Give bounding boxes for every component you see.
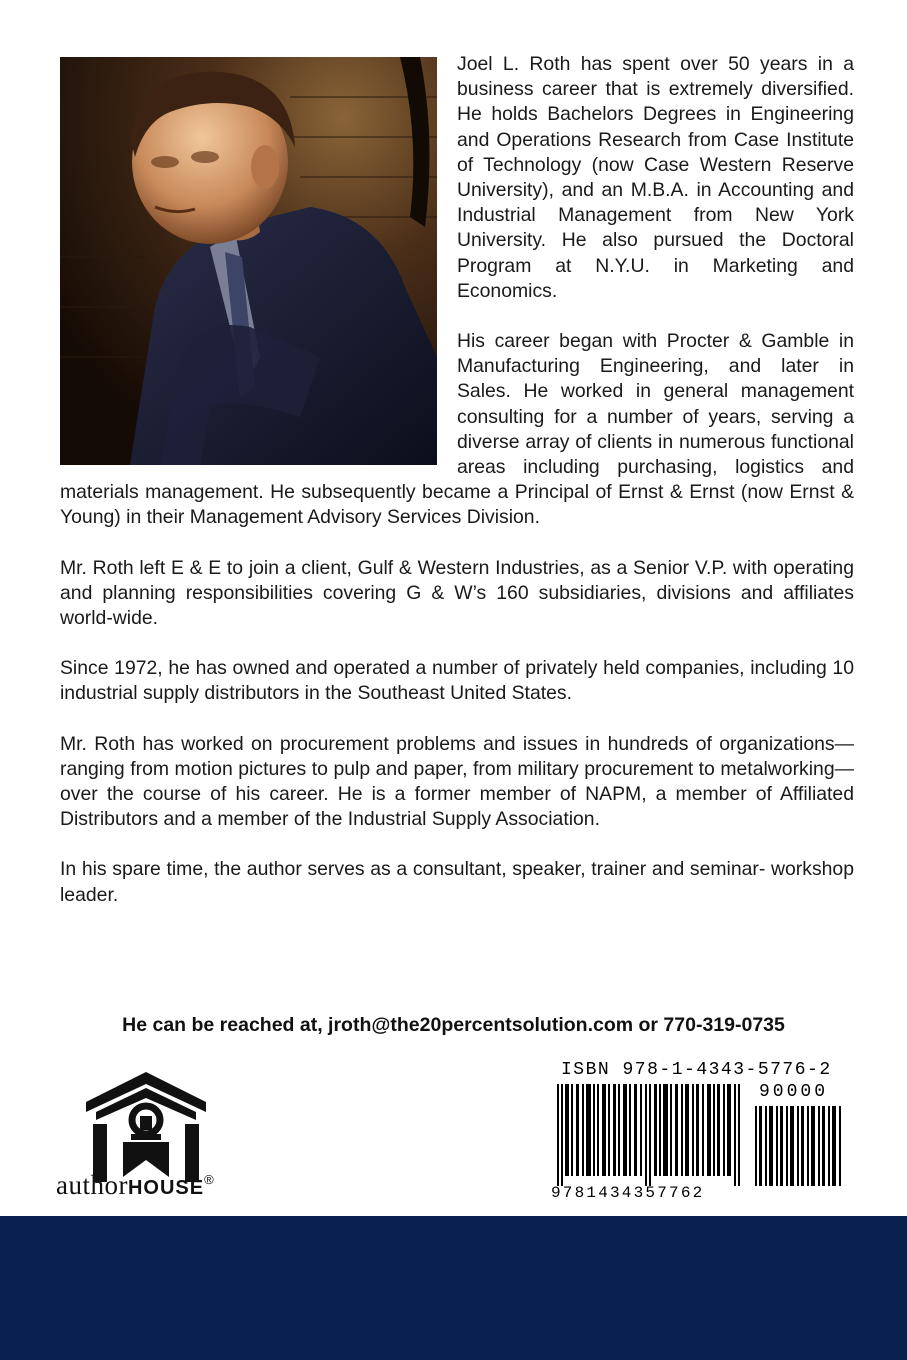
bio-paragraph-1: Joel L. Roth has spent over 50 years in a business career that is extremely diversified. He holds Bachelors Degrees in Engineering and Operations Research from Case Institute of Technology (now Case Western Reserve University), and an M.B.A. in Accounting and Industrial Management from New York University. He also pursued the Doctoral Program at N.Y.U. in Marketing and Economics.	[457, 53, 854, 302]
price-bars	[755, 1106, 843, 1186]
publisher-name-part1: author	[56, 1170, 128, 1200]
bio-paragraph-4: Since 1972, he has owned and operated a number of privately held companies, including 10 industrial supply distributors in the Southeast United States.	[60, 657, 854, 705]
publisher-name-part2: HOUSE	[127, 1177, 205, 1199]
price-code-label: 90000	[759, 1082, 829, 1102]
contact-line: He can be reached at, jroth@the20percentsolution.com or 770-319-0735	[122, 1014, 785, 1036]
ean-digits: 9781434357762	[551, 1184, 705, 1202]
bio-paragraph-6: In his spare time, the author serves as a consultant, speaker, trainer and seminar- workshop leader.	[60, 858, 854, 906]
bio-paragraph-5: Mr. Roth has worked on procurement problems and issues in hundreds of organizations—ranging from motion pictures to pulp and paper, from military procurement to metalworking—over the course of his career. He is a former member of NAPM, a member of Affiliated Distributors and a member of the Industrial Supply Association.	[60, 732, 854, 831]
bio-paragraph-3: Mr. Roth left E & E to join a client, Gulf & Western Industries, as a Senior V.P. with operating and planning responsibilities covering G & W’s 160 subsidiaries, divisions and affiliates world-wide.	[60, 556, 854, 630]
photo-spacer	[60, 52, 457, 470]
registered-mark: ®	[204, 1172, 215, 1187]
isbn-label: ISBN 978-1-4343-5776-2	[561, 1060, 832, 1080]
footer-band	[0, 1216, 907, 1360]
bio-paragraph-2: His career began with Procter & Gamble in Manufacturing Engineering, and later in Sales. He worked in general management consulting for a number of years, serving a diverse array of clients in numerous functional areas including purchasing, logistics and materials management. He subsequently became a Principal of Ernst & Ernst (now Ernst & Young) in their Management Advisory Services Division.	[60, 330, 854, 529]
author-bio	[60, 52, 854, 933]
isbn-barcode	[549, 1060, 849, 1208]
ean-bars	[557, 1084, 747, 1186]
publisher-name	[56, 1170, 214, 1201]
